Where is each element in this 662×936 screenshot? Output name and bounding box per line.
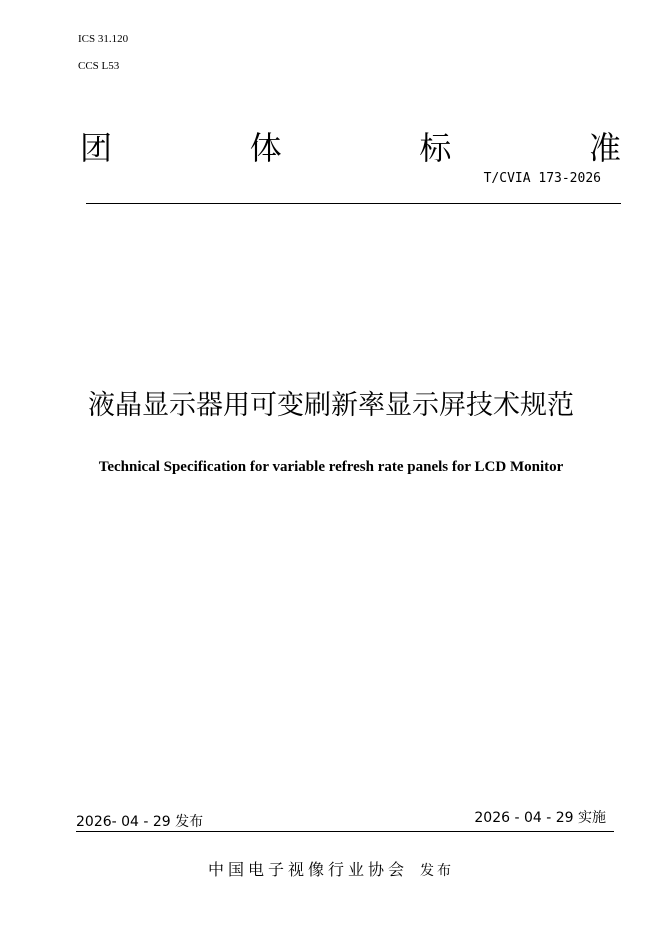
standard-type-char: 体: [249, 129, 282, 167]
top-divider: [86, 203, 621, 204]
publisher-name: 中国电子视像行业协会: [207, 860, 408, 879]
document-title-en: Technical Specification for variable refresh rate panels for LCD Monitor: [98, 459, 564, 475]
standard-type-char: 标: [419, 129, 452, 167]
standard-type-heading: [80, 128, 621, 168]
standard-number: T/CVIA 173-2026: [483, 171, 601, 186]
ics-code: ICS 31.120: [78, 33, 129, 45]
document-title-zh: 液晶显示器用可变刷新率显示屏技术规范: [88, 390, 574, 421]
standard-type-char: 团: [80, 129, 113, 167]
publisher: [0, 857, 662, 880]
publisher-suffix: 发布: [420, 863, 454, 879]
ccs-code: CCS L53: [78, 60, 120, 72]
standard-type-char: 准: [588, 129, 621, 167]
implementation-date: 2026 - 04 - 29 实施: [474, 810, 606, 826]
bottom-divider: [76, 831, 614, 832]
issue-date: 2026- 04 - 29 发布: [76, 814, 204, 830]
